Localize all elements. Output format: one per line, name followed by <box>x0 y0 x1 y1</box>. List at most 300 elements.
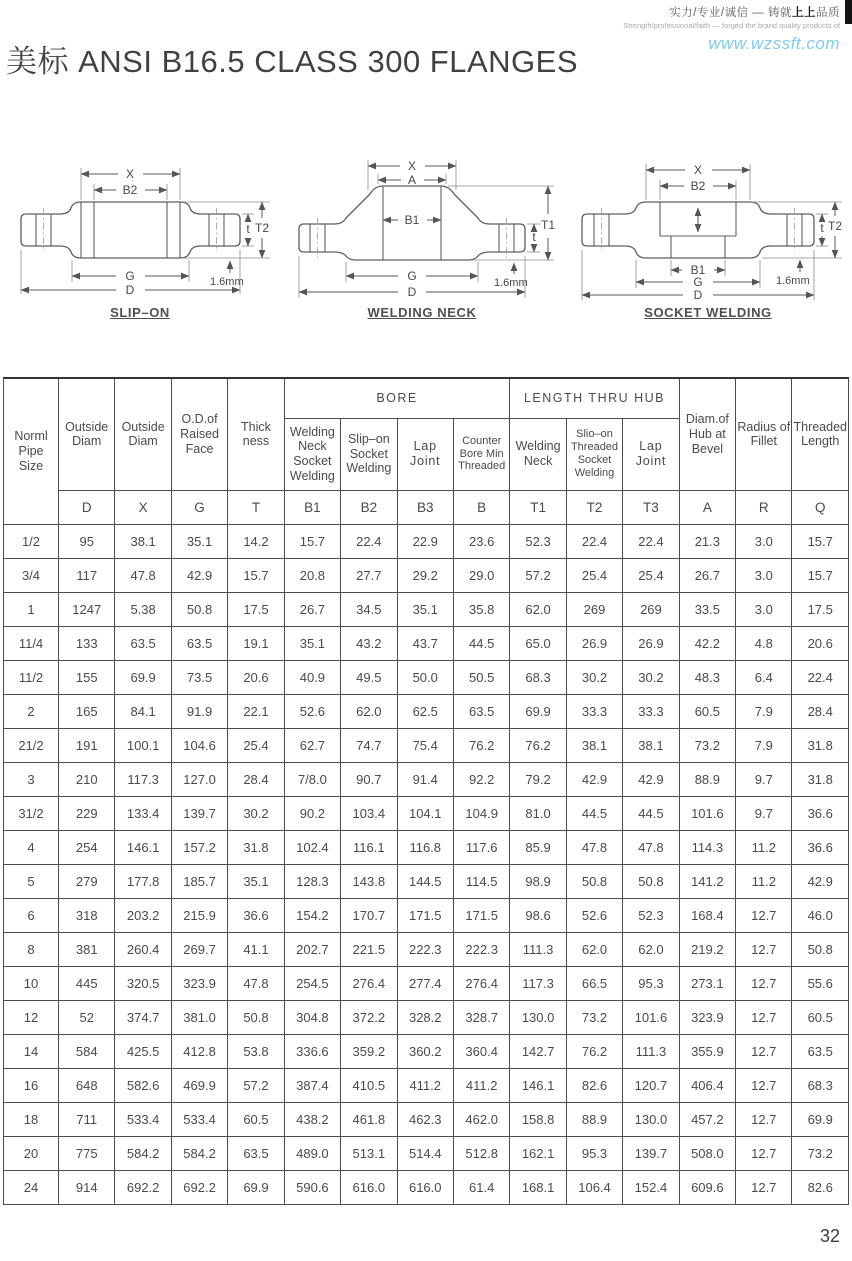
cell-pipe-size: 2 <box>4 694 59 728</box>
cell-value: 114.3 <box>679 830 735 864</box>
dim-label-x: X <box>407 159 417 173</box>
cell-value: 88.9 <box>566 1102 622 1136</box>
cell-value: 25.4 <box>566 558 622 592</box>
cell-value: 323.9 <box>171 966 227 1000</box>
cell-pipe-size: 1/2 <box>4 524 59 558</box>
cell-value: 76.2 <box>566 1034 622 1068</box>
slip-on-diagram <box>4 152 276 322</box>
cell-value: 75.4 <box>397 728 453 762</box>
cell-value: 63.5 <box>171 626 227 660</box>
table-row <box>4 762 849 796</box>
cell-pipe-size: 6 <box>4 898 59 932</box>
column-header-lap-joint-length: Lap Joint <box>623 418 679 490</box>
cell-value: 31.8 <box>792 728 849 762</box>
cell-value: 328.2 <box>397 1000 453 1034</box>
cell-value: 12.7 <box>736 932 792 966</box>
cell-value: 57.2 <box>510 558 566 592</box>
cell-value: 117.6 <box>453 830 509 864</box>
brand-tagline-cn <box>623 4 840 20</box>
cell-value: 116.1 <box>341 830 397 864</box>
cell-value: 42.9 <box>171 558 227 592</box>
cell-value: 170.7 <box>341 898 397 932</box>
cell-value: 171.5 <box>453 898 509 932</box>
column-header-slip-on-socket-welding: Slip–on Socket Welding <box>341 418 397 490</box>
cell-value: 52.3 <box>623 898 679 932</box>
cell-pipe-size: 14 <box>4 1034 59 1068</box>
flange-outline <box>21 202 240 258</box>
table-row <box>4 864 849 898</box>
cell-value: 30.2 <box>228 796 284 830</box>
cell-value: 202.7 <box>284 932 340 966</box>
cell-value: 42.2 <box>679 626 735 660</box>
cell-value: 374.7 <box>115 1000 171 1034</box>
cell-value: 168.4 <box>679 898 735 932</box>
table-row <box>4 694 849 728</box>
cell-value: 215.9 <box>171 898 227 932</box>
cell-value: 66.5 <box>566 966 622 1000</box>
cell-value: 73.5 <box>171 660 227 694</box>
cell-value: 229 <box>59 796 115 830</box>
cell-value: 508.0 <box>679 1136 735 1170</box>
cell-value: 50.8 <box>228 1000 284 1034</box>
column-header-pipe-size: Norml Pipe Size <box>4 378 59 524</box>
dim-label-x: X <box>125 167 135 181</box>
cell-value: 104.9 <box>453 796 509 830</box>
brand-header <box>623 4 840 54</box>
table-row <box>4 898 849 932</box>
cell-value: 60.5 <box>679 694 735 728</box>
cell-value: 26.9 <box>566 626 622 660</box>
cell-value: 98.9 <box>510 864 566 898</box>
cell-value: 30.2 <box>623 660 679 694</box>
dim-label-t: t <box>532 230 536 244</box>
cell-value: 12.7 <box>736 966 792 1000</box>
cell-pipe-size: 1 <box>4 592 59 626</box>
cell-value: 360.4 <box>453 1034 509 1068</box>
dim-label-d: D <box>407 285 417 299</box>
cell-value: 35.1 <box>397 592 453 626</box>
cell-value: 22.4 <box>566 524 622 558</box>
cell-pipe-size: 3/4 <box>4 558 59 592</box>
cell-value: 12.7 <box>736 1034 792 1068</box>
cell-value: 139.7 <box>171 796 227 830</box>
cell-value: 533.4 <box>115 1102 171 1136</box>
column-symbol-a: A <box>679 490 735 524</box>
diagram-caption-socket-welding: SOCKET WELDING <box>644 305 772 320</box>
cell-value: 692.2 <box>171 1170 227 1204</box>
cell-value: 1247 <box>59 592 115 626</box>
cell-value: 26.7 <box>679 558 735 592</box>
cell-value: 381.0 <box>171 1000 227 1034</box>
cell-value: 76.2 <box>510 728 566 762</box>
cell-value: 98.6 <box>510 898 566 932</box>
cell-value: 582.6 <box>115 1068 171 1102</box>
cell-value: 590.6 <box>284 1170 340 1204</box>
cell-value: 269.7 <box>171 932 227 966</box>
cell-value: 323.9 <box>679 1000 735 1034</box>
cell-value: 318 <box>59 898 115 932</box>
cell-value: 100.1 <box>115 728 171 762</box>
cell-value: 52.6 <box>284 694 340 728</box>
cell-value: 23.6 <box>453 524 509 558</box>
cell-value: 411.2 <box>453 1068 509 1102</box>
cell-value: 29.0 <box>453 558 509 592</box>
cell-value: 46.0 <box>792 898 849 932</box>
cell-value: 38.1 <box>566 728 622 762</box>
cell-value: 117 <box>59 558 115 592</box>
cell-value: 146.1 <box>115 830 171 864</box>
dim-label-d: D <box>693 288 703 302</box>
cell-value: 177.8 <box>115 864 171 898</box>
cell-value: 55.6 <box>792 966 849 1000</box>
socket-welding-diagram <box>568 152 848 322</box>
cell-value: 40.9 <box>284 660 340 694</box>
cell-value: 185.7 <box>171 864 227 898</box>
column-group-length-thru-hub: LENGTH THRU HUB <box>510 378 679 418</box>
column-symbol-t3: T3 <box>623 490 679 524</box>
cell-value: 69.9 <box>115 660 171 694</box>
cell-value: 65.0 <box>510 626 566 660</box>
cell-value: 26.9 <box>623 626 679 660</box>
cell-value: 269 <box>623 592 679 626</box>
cell-value: 120.7 <box>623 1068 679 1102</box>
cell-value: 62.0 <box>510 592 566 626</box>
cell-value: 44.5 <box>623 796 679 830</box>
cell-value: 53.8 <box>228 1034 284 1068</box>
cell-value: 406.4 <box>679 1068 735 1102</box>
cell-value: 76.2 <box>453 728 509 762</box>
column-header-hub-at-bevel: Diam.of Hub at Bevel <box>679 378 735 490</box>
cell-value: 584.2 <box>115 1136 171 1170</box>
dim-label-t2: T2 <box>827 219 843 233</box>
cell-value: 127.0 <box>171 762 227 796</box>
cell-value: 221.5 <box>341 932 397 966</box>
cell-value: 73.2 <box>566 1000 622 1034</box>
table-row <box>4 932 849 966</box>
cell-value: 711 <box>59 1102 115 1136</box>
cell-value: 22.1 <box>228 694 284 728</box>
cell-value: 95.3 <box>566 1136 622 1170</box>
cell-value: 101.6 <box>623 1000 679 1034</box>
column-header-welding-neck-length: Welding Neck <box>510 418 566 490</box>
cell-value: 914 <box>59 1170 115 1204</box>
cell-value: 28.4 <box>228 762 284 796</box>
cell-value: 146.1 <box>510 1068 566 1102</box>
cell-value: 62.0 <box>623 932 679 966</box>
cell-value: 57.2 <box>228 1068 284 1102</box>
cell-value: 36.6 <box>228 898 284 932</box>
cell-value: 111.3 <box>510 932 566 966</box>
cell-value: 359.2 <box>341 1034 397 1068</box>
cell-value: 14.2 <box>228 524 284 558</box>
column-header-radius-of-fillet: Radius of Fillet <box>736 378 792 490</box>
cell-value: 17.5 <box>228 592 284 626</box>
cell-value: 462.0 <box>453 1102 509 1136</box>
dim-label-a: A <box>407 173 417 187</box>
cell-value: 33.3 <box>566 694 622 728</box>
cell-value: 277.4 <box>397 966 453 1000</box>
cell-value: 43.7 <box>397 626 453 660</box>
welding-neck-diagram <box>282 152 562 322</box>
diagram-row <box>0 152 852 322</box>
cell-value: 27.7 <box>341 558 397 592</box>
cell-value: 20.6 <box>792 626 849 660</box>
cell-value: 462.3 <box>397 1102 453 1136</box>
table-row <box>4 966 849 1000</box>
table-row <box>4 1170 849 1204</box>
table-row <box>4 1068 849 1102</box>
cell-value: 254 <box>59 830 115 864</box>
cell-value: 155 <box>59 660 115 694</box>
cell-value: 171.5 <box>397 898 453 932</box>
column-header-welding-neck-socket-welding: Welding Neck Socket Welding <box>284 418 340 490</box>
cell-value: 62.0 <box>341 694 397 728</box>
column-symbol-b2: B2 <box>341 490 397 524</box>
column-symbol-q: Q <box>792 490 849 524</box>
cell-value: 30.2 <box>566 660 622 694</box>
table-row <box>4 660 849 694</box>
cell-value: 20.8 <box>284 558 340 592</box>
table-row <box>4 1136 849 1170</box>
cell-value: 60.5 <box>792 1000 849 1034</box>
cell-pipe-size: 11/4 <box>4 626 59 660</box>
slip-on-drawing <box>4 152 276 302</box>
cell-value: 22.4 <box>341 524 397 558</box>
cell-value: 26.7 <box>284 592 340 626</box>
cell-value: 222.3 <box>397 932 453 966</box>
cell-value: 222.3 <box>453 932 509 966</box>
cell-value: 489.0 <box>284 1136 340 1170</box>
table-row <box>4 728 849 762</box>
cell-value: 19.1 <box>228 626 284 660</box>
cell-pipe-size: 20 <box>4 1136 59 1170</box>
cell-value: 33.5 <box>679 592 735 626</box>
table-row <box>4 592 849 626</box>
cell-value: 162.1 <box>510 1136 566 1170</box>
table-body <box>4 524 849 1204</box>
cell-value: 82.6 <box>792 1170 849 1204</box>
cell-value: 35.1 <box>228 864 284 898</box>
cell-value: 52.6 <box>566 898 622 932</box>
column-header-threaded-length: Threaded Length <box>792 378 849 490</box>
cell-value: 269 <box>566 592 622 626</box>
cell-value: 279 <box>59 864 115 898</box>
tagline-suffix: 品质 <box>816 7 840 19</box>
cell-value: 42.9 <box>623 762 679 796</box>
cell-value: 355.9 <box>679 1034 735 1068</box>
cell-value: 513.1 <box>341 1136 397 1170</box>
cell-value: 36.6 <box>792 796 849 830</box>
cell-value: 616.0 <box>341 1170 397 1204</box>
cell-value: 62.0 <box>566 932 622 966</box>
cell-value: 9.7 <box>736 796 792 830</box>
diagram-caption-slip-on: SLIP–ON <box>110 305 170 320</box>
cell-value: 692.2 <box>115 1170 171 1204</box>
cell-value: 157.2 <box>171 830 227 864</box>
cell-value: 17.5 <box>792 592 849 626</box>
cell-value: 9.7 <box>736 762 792 796</box>
cell-value: 254.5 <box>284 966 340 1000</box>
cell-value: 49.5 <box>341 660 397 694</box>
column-symbol-b: B <box>453 490 509 524</box>
column-header-od-raised-face: O.D.of Raised Face <box>171 378 227 490</box>
cell-pipe-size: 5 <box>4 864 59 898</box>
cell-value: 43.2 <box>341 626 397 660</box>
cell-pipe-size: 8 <box>4 932 59 966</box>
cell-value: 50.8 <box>566 864 622 898</box>
cell-value: 425.5 <box>115 1034 171 1068</box>
cell-value: 62.7 <box>284 728 340 762</box>
dim-label-b1: B1 <box>404 213 420 227</box>
cell-value: 106.4 <box>566 1170 622 1204</box>
column-header-thickness: Thick ness <box>228 378 284 490</box>
cell-value: 74.7 <box>341 728 397 762</box>
cell-value: 47.8 <box>623 830 679 864</box>
cell-value: 92.2 <box>453 762 509 796</box>
cell-value: 469.9 <box>171 1068 227 1102</box>
dim-label-b2: B2 <box>690 179 706 193</box>
tagline-brand-name: 上上 <box>792 7 816 19</box>
cell-value: 387.4 <box>284 1068 340 1102</box>
cell-value: 609.6 <box>679 1170 735 1204</box>
cell-value: 69.9 <box>792 1102 849 1136</box>
cell-value: 63.5 <box>115 626 171 660</box>
table-row <box>4 1000 849 1034</box>
cell-value: 165 <box>59 694 115 728</box>
cell-value: 68.3 <box>510 660 566 694</box>
cell-value: 154.2 <box>284 898 340 932</box>
cell-value: 15.7 <box>792 524 849 558</box>
cell-value: 35.8 <box>453 592 509 626</box>
column-group-bore: BORE <box>284 378 510 418</box>
cell-value: 203.2 <box>115 898 171 932</box>
cell-value: 35.1 <box>284 626 340 660</box>
cell-pipe-size: 24 <box>4 1170 59 1204</box>
cell-value: 102.4 <box>284 830 340 864</box>
flange-dimensions-table <box>3 377 849 1205</box>
column-symbol-b1: B1 <box>284 490 340 524</box>
cell-value: 36.6 <box>792 830 849 864</box>
cell-value: 5.38 <box>115 592 171 626</box>
cell-value: 50.5 <box>453 660 509 694</box>
cell-value: 52.3 <box>510 524 566 558</box>
cell-value: 11.2 <box>736 864 792 898</box>
table-row <box>4 796 849 830</box>
cell-value: 21.3 <box>679 524 735 558</box>
dim-label-b1: B1 <box>690 263 706 277</box>
cell-value: 133 <box>59 626 115 660</box>
cell-value: 50.8 <box>171 592 227 626</box>
cell-value: 117.3 <box>115 762 171 796</box>
column-symbol-r: R <box>736 490 792 524</box>
cell-value: 103.4 <box>341 796 397 830</box>
cell-value: 29.2 <box>397 558 453 592</box>
cell-value: 320.5 <box>115 966 171 1000</box>
cell-value: 191 <box>59 728 115 762</box>
cell-value: 82.6 <box>566 1068 622 1102</box>
cell-value: 616.0 <box>397 1170 453 1204</box>
dim-label-t: t <box>820 221 824 235</box>
cell-value: 41.1 <box>228 932 284 966</box>
table-row <box>4 1034 849 1068</box>
cell-pipe-size: 10 <box>4 966 59 1000</box>
cell-value: 328.7 <box>453 1000 509 1034</box>
cell-value: 91.4 <box>397 762 453 796</box>
cell-value: 91.9 <box>171 694 227 728</box>
cell-value: 276.4 <box>453 966 509 1000</box>
dim-label-g: G <box>693 275 703 289</box>
dim-label-raised-face: 1.6mm <box>494 277 528 289</box>
website-url[interactable]: www.wzssft.com <box>708 34 840 53</box>
table-row <box>4 1102 849 1136</box>
cell-pipe-size: 4 <box>4 830 59 864</box>
cell-value: 73.2 <box>679 728 735 762</box>
cell-value: 152.4 <box>623 1170 679 1204</box>
cell-value: 44.5 <box>453 626 509 660</box>
dim-label-d: D <box>125 283 135 297</box>
column-header-outside-diam-d: Outside Diam <box>59 378 115 490</box>
cell-pipe-size: 21/2 <box>4 728 59 762</box>
cell-value: 12.7 <box>736 1136 792 1170</box>
cell-value: 11.2 <box>736 830 792 864</box>
cell-value: 25.4 <box>623 558 679 592</box>
cell-value: 84.1 <box>115 694 171 728</box>
cell-value: 336.6 <box>284 1034 340 1068</box>
cell-value: 410.5 <box>341 1068 397 1102</box>
cell-value: 50.0 <box>397 660 453 694</box>
column-header-slip-on-threaded-socket-welding: Slio–on Threaded Socket Welding <box>566 418 622 490</box>
cell-value: 15.7 <box>792 558 849 592</box>
cell-value: 63.5 <box>228 1136 284 1170</box>
column-symbol-b3: B3 <box>397 490 453 524</box>
cell-value: 31.8 <box>228 830 284 864</box>
cell-value: 85.9 <box>510 830 566 864</box>
cell-value: 12.7 <box>736 1000 792 1034</box>
column-symbol-t1: T1 <box>510 490 566 524</box>
cell-value: 25.4 <box>228 728 284 762</box>
column-symbol-d: D <box>59 490 115 524</box>
cell-value: 69.9 <box>228 1170 284 1204</box>
page-number: 32 <box>819 1226 840 1246</box>
cell-value: 22.4 <box>792 660 849 694</box>
cell-value: 360.2 <box>397 1034 453 1068</box>
cell-value: 63.5 <box>792 1034 849 1068</box>
cell-value: 381 <box>59 932 115 966</box>
cell-value: 117.3 <box>510 966 566 1000</box>
cell-value: 33.3 <box>623 694 679 728</box>
cell-value: 141.2 <box>679 864 735 898</box>
cell-value: 28.4 <box>792 694 849 728</box>
cell-value: 158.8 <box>510 1102 566 1136</box>
cell-pipe-size: 31/2 <box>4 796 59 830</box>
cell-value: 38.1 <box>115 524 171 558</box>
column-header-counter-bore: Counter Bore Min Threaded <box>453 418 509 490</box>
cell-value: 7.9 <box>736 694 792 728</box>
cell-value: 50.8 <box>623 864 679 898</box>
cell-value: 7/8.0 <box>284 762 340 796</box>
column-header-outside-diam-x: Outside Diam <box>115 378 171 490</box>
column-symbol-x: X <box>115 490 171 524</box>
cell-value: 12.7 <box>736 1170 792 1204</box>
cell-value: 648 <box>59 1068 115 1102</box>
cell-value: 3.0 <box>736 524 792 558</box>
cell-value: 260.4 <box>115 932 171 966</box>
cell-value: 6.4 <box>736 660 792 694</box>
cell-value: 3.0 <box>736 558 792 592</box>
cell-value: 133.4 <box>115 796 171 830</box>
cell-value: 42.9 <box>792 864 849 898</box>
cell-value: 68.3 <box>792 1068 849 1102</box>
